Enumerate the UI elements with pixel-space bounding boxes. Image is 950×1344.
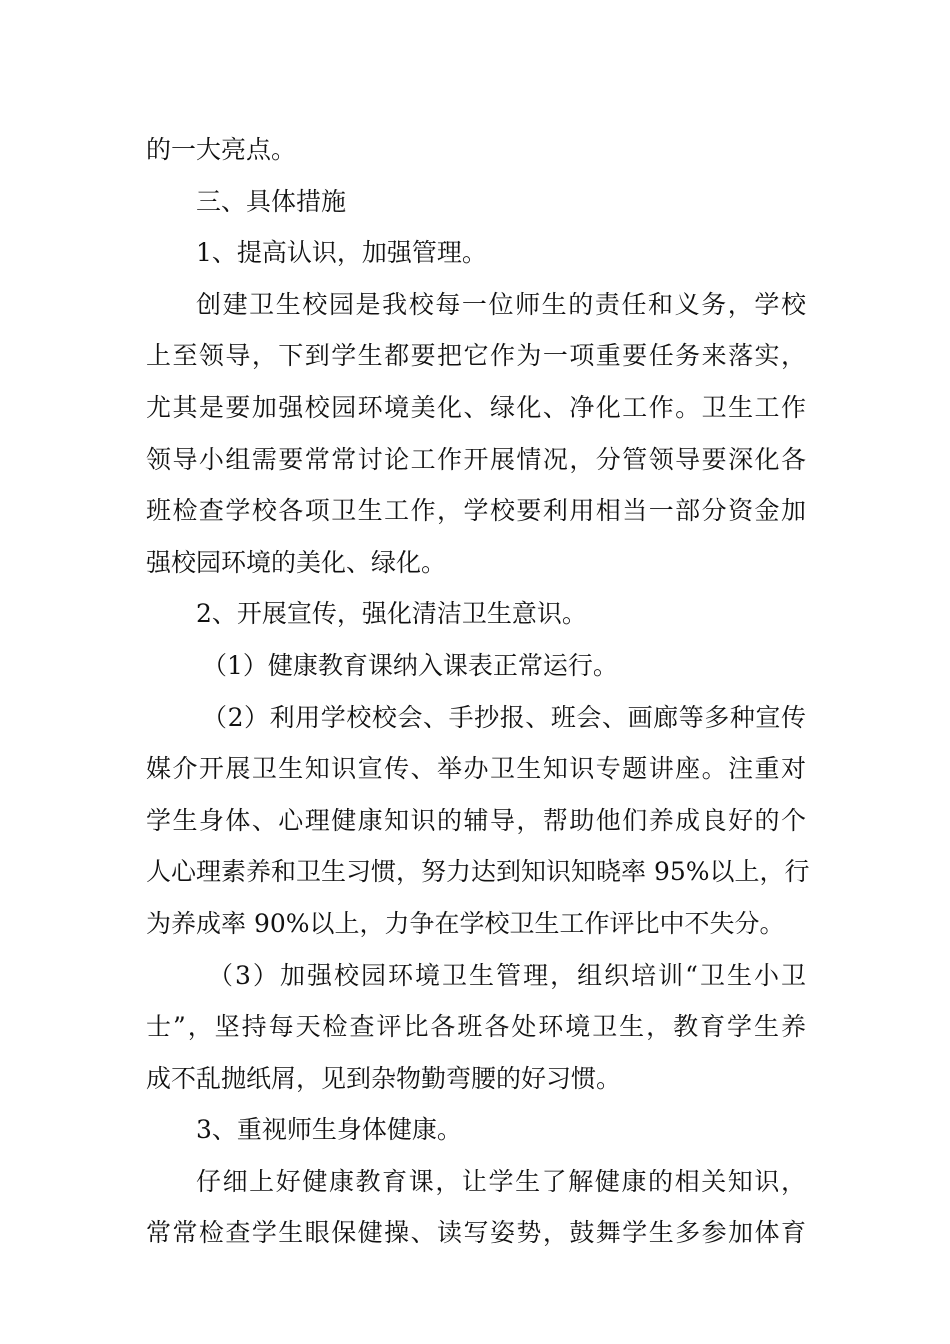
text-line: 班检查学校各项卫生工作，学校要利用相当一部分资金加 [146,496,806,526]
text-line: 上至领导，下到学生都要把它作为一项重要任务来落实， [146,341,806,371]
text-line: 常常检查学生眼保健操、读写姿势，鼓舞学生多参加体育 [146,1218,806,1248]
section-heading: 三、具体措施 [196,186,347,216]
text-line: 创建卫生校园是我校每一位师生的责任和义务，学校 [196,289,806,319]
list-item: （2）利用学校校会、手抄报、班会、画廊等多种宣传 [202,702,806,732]
text-line: 为养成率 90%以上，力争在学校卫生工作评比中不失分。 [146,908,785,938]
text-line: 尤其是要加强校园环境美化、绿化、净化工作。卫生工作 [146,392,806,422]
text-line: 强校园环境的美化、绿化。 [146,547,447,577]
text-line: 士”，坚持每天检查评比各班各处环境卫生，教育学生养 [146,1012,806,1042]
list-item: （1）健康教育课纳入课表正常运行。 [202,650,618,680]
subsection-heading: 1、提高认识，加强管理。 [196,238,487,268]
text-line: 领导小组需要常常讨论工作开展情况，分管领导要深化各 [146,444,806,474]
text-line: 仔细上好健康教育课，让学生了解健康的相关知识， [196,1166,806,1196]
document-body [146,124,810,1259]
text-line: 学生身体、心理健康知识的辅导，帮助他们养成良好的个 [146,805,806,835]
text-line: 的一大亮点。 [146,135,297,164]
text-line: 媒介开展卫生知识宣传、举办卫生知识专题讲座。注重对 [146,754,806,784]
list-item: （3）加强校园环境卫生管理，组织培训“卫生小卫 [208,960,806,990]
subsection-heading: 2、开展宣传，强化清洁卫生意识。 [196,599,587,629]
text-line: 成不乱抛纸屑，见到杂物勤弯腰的好习惯。 [146,1063,622,1093]
subsection-heading: 3、重视师生身体健康。 [196,1115,462,1145]
text-line: 人心理素养和卫生习惯，努力达到知识知晓率 95%以上，行 [146,857,810,887]
